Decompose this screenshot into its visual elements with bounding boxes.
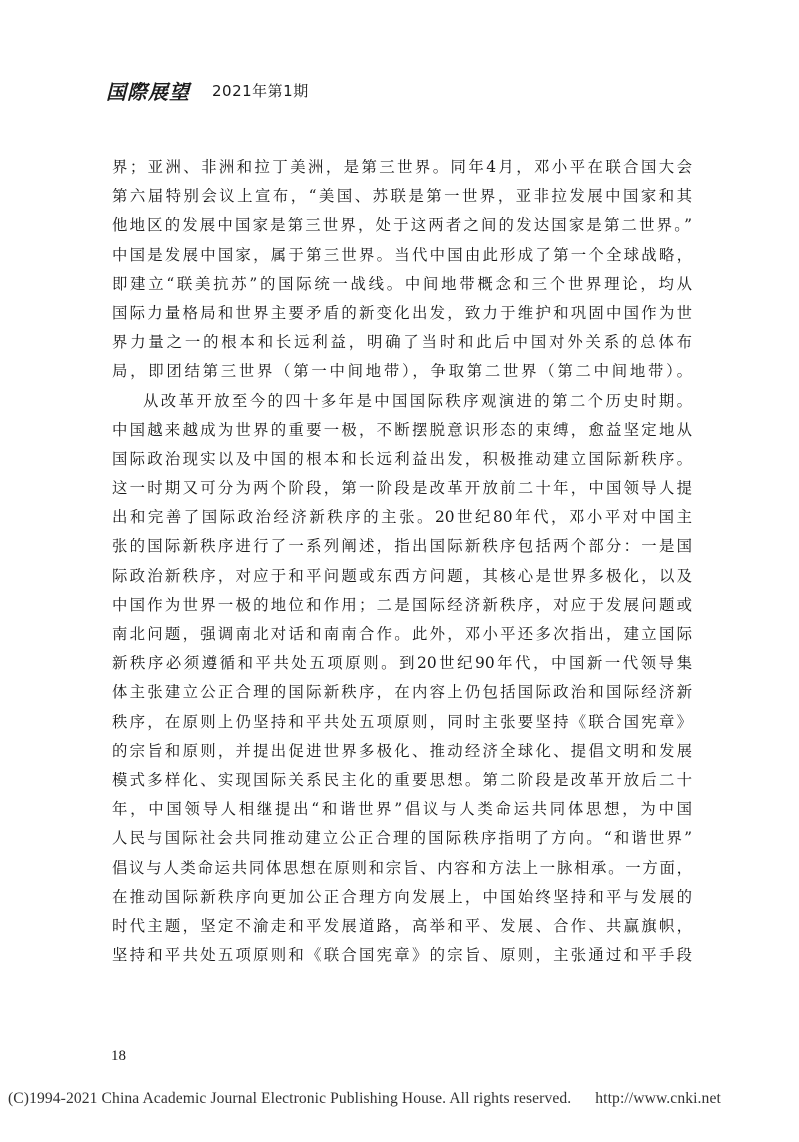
article-body [112,153,692,970]
text-line: 他地区的发展中国家是第三世界，处于这两者之间的发达国家是第二世界。” [112,216,692,235]
text-line: 南北问题，强调南北对话和南南合作。此外，邓小平还多次指出，建立国际 [112,625,692,643]
text-line: 坚持和平共处五项原则和《联合国宪章》的宗旨、原则，主张通过和平手段 [112,946,692,965]
cnki-url: http://www.cnki.net [595,1090,721,1107]
text-line: 界；亚洲、非洲和拉丁美洲，是第三世界。同年4月，邓小平在联合国大会 [112,158,692,176]
text-line: 际政治新秩序，对应于和平问题或东西方问题，其核心是世界多极化，以及 [112,566,692,585]
text-line: 的宗旨和原则，并提出促进世界多极化、推动经济全球化、提倡文明和发展 [112,741,692,760]
text-line: 张的国际新秩序进行了一系列阐述，指出国际新秩序包括两个部分：一是国 [112,537,692,556]
text-line: 第六届特别会议上宣布，“美国、苏联是第一世界，亚非拉发展中国家和其 [112,187,692,206]
text-line: 倡议与人类命运共同体思想在原则和宗旨、内容和方法上一脉相承。一方面， [112,858,692,877]
text-line: 界力量之一的根本和长远利益，明确了当时和此后中国对外关系的总体布 [112,333,692,352]
text-line: 国际政治现实以及中国的根本和长远利益出发，积极推动建立国际新秩序。 [112,449,692,468]
journal-logo: 国際展望 [106,79,190,104]
running-header [106,77,309,103]
text-line: 新秩序必须遵循和平共处五项原则。到20世纪90年代，中国新一代领导集 [112,654,692,673]
text-line: 秩序，在原则上仍坚持和平共处五项原则，同时主张要坚持《联合国宪章》 [112,712,692,731]
text-line: 出和完善了国际政治经济新秩序的主张。20世纪80年代，邓小平对中国主 [112,508,692,527]
text-line: 在推动国际新秩序向更加公正合理方向发展上，中国始终坚持和平与发展的 [112,887,692,906]
text-line: 局，即团结第三世界（第一中间地带），争取第二世界（第二中间地带）。 [112,362,692,381]
text-line: 人民与国际社会共同推动建立公正合理的国际秩序指明了方向。“和谐世界” [112,829,692,848]
text-line: 时代主题，坚定不渝走和平发展道路，高举和平、发展、合作、共赢旗帜， [112,916,692,935]
text-line: 这一时期又可分为两个阶段，第一阶段是改革开放前二十年，中国领导人提 [112,479,692,498]
paragraph-first-line: 从改革开放至今的四十多年是中国国际秩序观演进的第二个历史时期。 [143,391,692,410]
text-line: 国际力量格局和世界主要矛盾的新变化出发，致力于维护和巩固中国作为世 [112,303,692,322]
text-line: 模式多样化、实现国际关系民主化的重要思想。第二阶段是改革开放后二十 [112,770,692,789]
text-line: 体主张建立公正合理的国际新秩序，在内容上仍包括国际政治和国际经济新 [112,683,692,702]
text-line: 年，中国领导人相继提出“和谐世界”倡议与人类命运共同体思想，为中国 [112,800,692,819]
text-line: 中国越来越成为世界的重要一极，不断摆脱意识形态的束缚，愈益坚定地从 [112,420,692,439]
copyright-text: (C)1994-2021 China Academic Journal Electronic Publishing House. All rights reserved. [8,1090,572,1107]
page-number: 18 [111,1048,126,1064]
copyright-notice [8,1090,798,1108]
issue-label: 2021年第1期 [212,81,309,100]
text-line: 中国是发展中国家，属于第三世界。当代中国由此形成了第一个全球战略， [112,245,692,264]
text-line: 中国作为世界一极的地位和作用；二是国际经济新秩序，对应于发展问题或 [112,595,692,614]
text-line: 即建立“联美抗苏”的国际统一战线。中间地带概念和三个世界理论，均从 [112,274,692,293]
